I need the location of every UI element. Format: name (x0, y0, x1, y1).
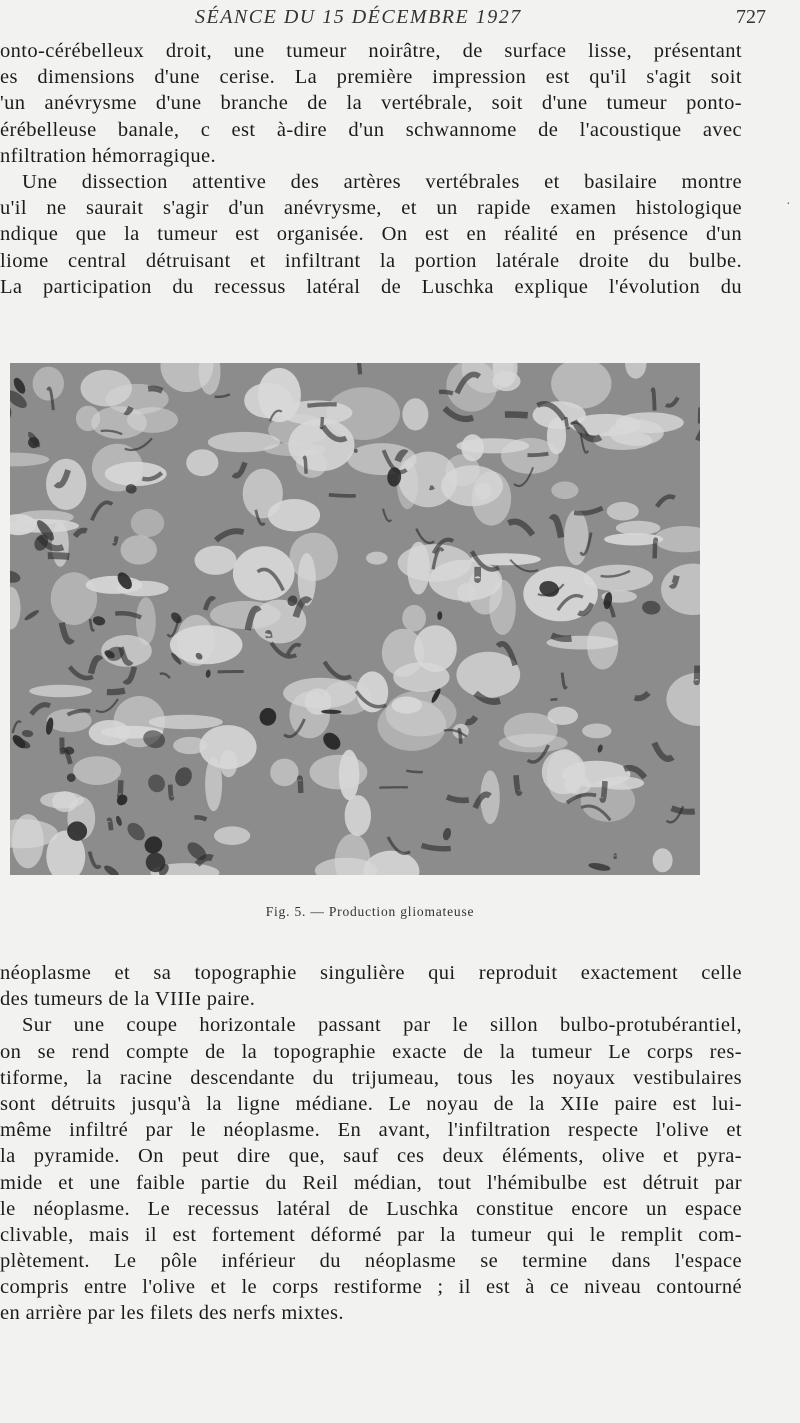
text-line: même infiltré par le néoplasme. En avant, l'infiltration respecte l'olive et (0, 1119, 742, 1142)
text-line: Sur une coupe horizontale passant par le sillon bulbo-protubérantiel, (22, 1014, 742, 1037)
text-line: sont détruits jusqu'à la ligne médiane. Le noyau de la XIIe paire est lui- (0, 1092, 742, 1115)
text-line: u'il ne saurait s'agir d'un anévrysme, et un rapide examen histologique (0, 197, 742, 220)
text-line: érébelleuse banale, c est à-dire d'un schwannome de l'acoustique avec (0, 118, 742, 141)
micrograph-figure (10, 363, 700, 875)
page-number: 727 (736, 6, 766, 28)
margin-mark: · (786, 197, 791, 212)
text-line: es dimensions d'une cerise. La première impression est qu'il s'agit soit (0, 66, 742, 89)
figure-caption: Fig. 5. — Production gliomateuse (265, 904, 475, 919)
text-line: on se rend compte de la topographie exacte de la tumeur Le corps res- (0, 1040, 742, 1063)
text-line: nfiltration hémorragique. (0, 144, 217, 167)
text-line: compris entre l'olive et le corps restiforme ; il est à ce niveau contourné (0, 1276, 742, 1299)
running-title: SÉANCE DU 15 DÉCEMBRE 1927 (195, 6, 522, 28)
page-header (0, 4, 800, 34)
text-line: La participation du recessus latéral de Luschka explique l'évolution du (0, 275, 742, 298)
text-line: le néoplasme. Le recessus latéral de Luschka constitue encore un espace (0, 1197, 742, 1220)
text-line: tiforme, la racine descendante du trijumeau, tous les noyaux vestibulaires (0, 1066, 742, 1089)
text-block-bottom (0, 960, 742, 1327)
text-line: la pyramide. On peut dire que, sauf ces deux éléments, olive et pyra- (0, 1145, 742, 1168)
text-line: mide et une faible partie du Reil médian, tout l'hémibulbe est détruit par (0, 1171, 742, 1194)
text-line: liome central détruisant et infiltrant la portion latérale droite du bulbe. (0, 249, 742, 272)
text-line: des tumeurs de la VIIIe paire. (0, 988, 256, 1011)
text-line: onto-cérébelleux droit, une tumeur noirâtre, de surface lisse, présentant (0, 40, 742, 62)
text-line: néoplasme et sa topographie singulière qui reproduit exactement celle (0, 962, 742, 984)
text-line: en arrière par les filets des nerfs mixtes. (0, 1302, 344, 1325)
text-line: clivable, mais il est fortement déformé par la tumeur qui le remplit com- (0, 1223, 742, 1246)
text-line: plètement. Le pôle inférieur du néoplasme se termine dans l'espace (0, 1250, 742, 1273)
text-line: 'un anévrysme d'une branche de la vertébrale, soit d'une tumeur ponto- (0, 92, 742, 115)
micrograph-image (10, 363, 700, 875)
text-block-top (0, 38, 742, 300)
text-line: Une dissection attentive des artères vertébrales et basilaire montre (22, 170, 742, 193)
text-line: ndique que la tumeur est organisée. On est en réalité en présence d'un (0, 223, 742, 246)
